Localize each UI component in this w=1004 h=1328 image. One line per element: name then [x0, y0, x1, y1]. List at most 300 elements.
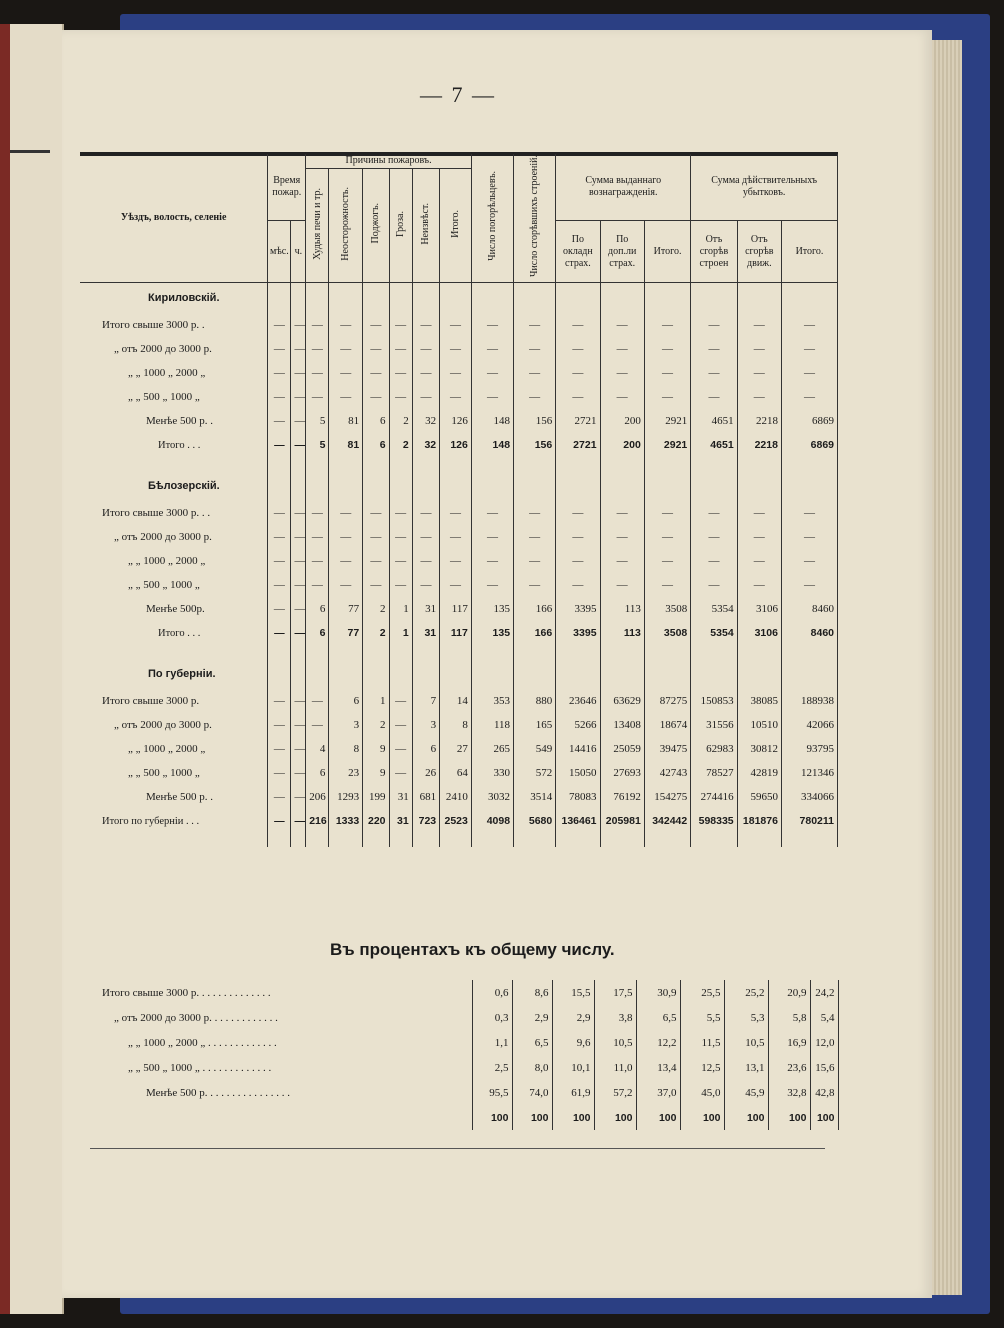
table-cell: 5354 — [691, 597, 737, 621]
table-cell: — — [389, 501, 412, 525]
table-cell: — — [291, 385, 306, 409]
row-label: „ отъ 2000 до 3000 р. — [80, 525, 268, 549]
table-row — [80, 597, 838, 621]
table-cell: — — [471, 313, 513, 337]
table-cell: — — [291, 785, 306, 809]
table-cell: — — [412, 385, 439, 409]
table-cell: 2 — [363, 713, 389, 737]
table-cell: — — [471, 337, 513, 361]
table-cell — [291, 833, 306, 847]
table-cell — [471, 471, 513, 501]
row-label: „ „ 500 „ 1000 „ — [80, 761, 268, 785]
table-cell: — — [268, 501, 291, 525]
table-cell: 42066 — [781, 713, 837, 737]
table-cell — [737, 645, 781, 659]
table-row — [80, 761, 838, 785]
table-cell: 1 — [363, 689, 389, 713]
table-cell — [781, 833, 837, 847]
table-cell: 126 — [440, 433, 472, 457]
table-cell: 15,6 — [810, 1055, 838, 1080]
table-row — [80, 573, 838, 597]
table-cell: 9 — [363, 737, 389, 761]
table-row — [80, 409, 838, 433]
table-row — [80, 385, 838, 409]
table-cell: 2921 — [644, 409, 690, 433]
table-cell — [514, 283, 556, 314]
table-cell: 4 — [306, 737, 329, 761]
table-cell: 100 — [512, 1105, 552, 1130]
table-total-row — [80, 433, 838, 457]
table-cell: — — [389, 689, 412, 713]
table-cell: — — [291, 573, 306, 597]
table-cell: — — [644, 501, 690, 525]
table-cell: — — [306, 573, 329, 597]
table-cell: 5354 — [691, 621, 737, 645]
section-header-row — [80, 659, 838, 689]
table-cell: — — [737, 337, 781, 361]
table-cell — [306, 283, 329, 314]
table-cell — [737, 283, 781, 314]
table-cell: 342442 — [644, 809, 690, 833]
percent-table — [80, 980, 838, 1130]
table-cell: 32 — [412, 409, 439, 433]
table-cell: 100 — [552, 1105, 594, 1130]
table-cell: — — [440, 361, 472, 385]
table-cell: — — [440, 501, 472, 525]
table-cell: — — [268, 525, 291, 549]
table-cell: 572 — [514, 761, 556, 785]
table-cell: 10510 — [737, 713, 781, 737]
table-cell: 3395 — [556, 621, 600, 645]
table-cell: 2,9 — [512, 1005, 552, 1030]
row-label: „ отъ 2000 до 3000 р. . . . . . . . . . . . . — [80, 1005, 472, 1030]
table-cell: — — [737, 525, 781, 549]
table-cell — [306, 457, 329, 471]
table-cell: — — [781, 361, 837, 385]
table-cell: 38085 — [737, 689, 781, 713]
table-cell: — — [514, 313, 556, 337]
table-cell: 205981 — [600, 809, 644, 833]
table-cell — [412, 457, 439, 471]
table-cell: — — [514, 385, 556, 409]
table-cell: 5266 — [556, 713, 600, 737]
table-cell: 74,0 — [512, 1080, 552, 1105]
table-cell: 121346 — [781, 761, 837, 785]
table-cell: 220 — [363, 809, 389, 833]
table-cell — [471, 833, 513, 847]
table-cell: 2 — [389, 433, 412, 457]
table-row — [80, 525, 838, 549]
table-cell: — — [556, 361, 600, 385]
table-cell: 2,5 — [472, 1055, 512, 1080]
table-cell: — — [412, 573, 439, 597]
table-cell: 8 — [440, 713, 472, 737]
table-cell: 2 — [363, 621, 389, 645]
table-cell: — — [644, 573, 690, 597]
table-cell — [329, 645, 363, 659]
table-cell: 200 — [600, 409, 644, 433]
table-cell: 78527 — [691, 761, 737, 785]
row-label: Итого свыше 3000 р. . — [80, 313, 268, 337]
table-cell: — — [440, 525, 472, 549]
table-cell: 136461 — [556, 809, 600, 833]
table-cell: 31 — [412, 597, 439, 621]
table-cell: — — [291, 361, 306, 385]
table-row — [80, 1055, 838, 1080]
header-payout-salary: По окладн страх. — [556, 221, 600, 283]
table-cell — [600, 659, 644, 689]
table-cell — [556, 471, 600, 501]
table-cell: 6 — [363, 433, 389, 457]
table-cell: 11,5 — [680, 1030, 724, 1055]
table-cell: — — [291, 409, 306, 433]
table-cell: 13408 — [600, 713, 644, 737]
table-cell: 12,2 — [636, 1030, 680, 1055]
table-cell: — — [600, 525, 644, 549]
table-cell: 2218 — [737, 409, 781, 433]
table-cell: 3508 — [644, 597, 690, 621]
table-cell — [691, 645, 737, 659]
table-cell: — — [514, 361, 556, 385]
table-cell: 118 — [471, 713, 513, 737]
percent-table-body — [80, 980, 838, 1130]
table-cell: 23646 — [556, 689, 600, 713]
table-cell — [471, 645, 513, 659]
table-cell: 31556 — [691, 713, 737, 737]
header-time: Время пожар. — [268, 154, 306, 221]
table-cell: 24,2 — [810, 980, 838, 1005]
table-cell: 148 — [471, 433, 513, 457]
table-cell: — — [389, 737, 412, 761]
table-cell: — — [389, 385, 412, 409]
table-cell: — — [363, 337, 389, 361]
table-cell: 148 — [471, 409, 513, 433]
table-cell: 265 — [471, 737, 513, 761]
header-cause-careless: Неосторожность. — [329, 169, 363, 283]
table-cell: — — [781, 573, 837, 597]
table-cell: — — [514, 573, 556, 597]
table-cell: — — [268, 785, 291, 809]
table-cell: 166 — [514, 621, 556, 645]
table-cell: 23 — [329, 761, 363, 785]
table-cell — [80, 457, 268, 471]
table-cell — [291, 457, 306, 471]
table-cell: 117 — [440, 597, 472, 621]
table-cell: — — [389, 525, 412, 549]
table-cell: — — [737, 313, 781, 337]
table-cell: — — [471, 361, 513, 385]
table-cell: 100 — [472, 1105, 512, 1130]
table-cell: 39475 — [644, 737, 690, 761]
table-cell — [440, 283, 472, 314]
table-cell — [600, 283, 644, 314]
table-cell — [781, 659, 837, 689]
table-cell — [644, 645, 690, 659]
table-cell: — — [471, 549, 513, 573]
table-cell: — — [291, 713, 306, 737]
header-losses: Сумма дѣйствительныхъ убытковъ. — [691, 154, 838, 221]
header-cause-stoves: Худыя печи и тр. — [306, 169, 329, 283]
table-cell: — — [556, 313, 600, 337]
table-cell: 76192 — [600, 785, 644, 809]
table-cell: — — [306, 337, 329, 361]
table-cell: 18674 — [644, 713, 690, 737]
table-cell: — — [514, 525, 556, 549]
table-cell: 62983 — [691, 737, 737, 761]
table-cell — [644, 457, 690, 471]
table-cell: — — [514, 337, 556, 361]
table-cell: — — [306, 549, 329, 573]
table-cell: — — [644, 385, 690, 409]
row-label: Итого . . . — [80, 621, 268, 645]
table-cell: — — [268, 313, 291, 337]
table-cell: — — [268, 337, 291, 361]
table-cell — [737, 471, 781, 501]
table-cell: — — [306, 313, 329, 337]
table-cell: — — [291, 549, 306, 573]
table-row — [80, 1030, 838, 1055]
table-cell — [440, 645, 472, 659]
table-cell: — — [556, 501, 600, 525]
table-cell: 1,1 — [472, 1030, 512, 1055]
table-cell — [600, 471, 644, 501]
table-cell: 14 — [440, 689, 472, 713]
row-label: Итого по губерніи . . . — [80, 809, 268, 833]
table-cell: — — [471, 501, 513, 525]
table-cell: — — [600, 337, 644, 361]
table-cell: 6 — [412, 737, 439, 761]
table-cell: 27693 — [600, 761, 644, 785]
table-cell: 27 — [440, 737, 472, 761]
table-cell — [389, 833, 412, 847]
table-cell — [268, 833, 291, 847]
table-cell: 8460 — [781, 621, 837, 645]
table-cell — [556, 833, 600, 847]
table-cell: — — [644, 313, 690, 337]
table-cell — [291, 659, 306, 689]
table-cell: — — [389, 361, 412, 385]
table-cell: — — [268, 597, 291, 621]
table-cell: 1333 — [329, 809, 363, 833]
table-cell: — — [291, 525, 306, 549]
table-cell: 16,9 — [768, 1030, 810, 1055]
table-cell: — — [691, 313, 737, 337]
table-cell: 12,0 — [810, 1030, 838, 1055]
table-cell — [644, 283, 690, 314]
table-cell: 95,5 — [472, 1080, 512, 1105]
table-row — [80, 980, 838, 1005]
table-cell: 3032 — [471, 785, 513, 809]
table-cell: 64 — [440, 761, 472, 785]
table-cell: 32,8 — [768, 1080, 810, 1105]
table-cell: — — [600, 573, 644, 597]
table-cell — [329, 659, 363, 689]
table-cell: — — [412, 525, 439, 549]
table-cell: — — [691, 385, 737, 409]
table-cell: — — [329, 385, 363, 409]
table-cell: — — [363, 385, 389, 409]
table-cell: 78083 — [556, 785, 600, 809]
table-cell — [80, 645, 268, 659]
row-label: Менѣе 500р. — [80, 597, 268, 621]
table-cell: — — [363, 573, 389, 597]
table-cell: 117 — [440, 621, 472, 645]
table-cell: 154275 — [644, 785, 690, 809]
table-cell: — — [268, 549, 291, 573]
table-cell: 2,9 — [552, 1005, 594, 1030]
table-cell: — — [556, 549, 600, 573]
table-cell: 0,3 — [472, 1005, 512, 1030]
table-cell — [781, 645, 837, 659]
table-cell: 3106 — [737, 597, 781, 621]
table-cell: 4651 — [691, 409, 737, 433]
table-cell: 59650 — [737, 785, 781, 809]
table-cell — [691, 457, 737, 471]
table-cell: 6 — [306, 761, 329, 785]
table-cell: 25,5 — [680, 980, 724, 1005]
table-cell — [600, 833, 644, 847]
table-cell: — — [363, 525, 389, 549]
table-cell — [514, 659, 556, 689]
table-cell — [691, 833, 737, 847]
table-cell: 200 — [600, 433, 644, 457]
table-cell: 5 — [306, 433, 329, 457]
table-cell: — — [412, 549, 439, 573]
table-cell: 11,0 — [594, 1055, 636, 1080]
header-victims: Число погорѣльцевъ. — [471, 154, 513, 283]
table-cell: — — [691, 361, 737, 385]
table-cell: — — [412, 337, 439, 361]
table-body — [80, 283, 838, 848]
row-label: Менѣе 500 р. . . . . . . . . . . . . . . . — [80, 1080, 472, 1105]
table-cell: 3106 — [737, 621, 781, 645]
row-label: „ „ 1000 „ 2000 „ . . . . . . . . . . . . . — [80, 1030, 472, 1055]
table-cell: — — [737, 573, 781, 597]
table-cell: 156 — [514, 433, 556, 457]
table-cell: 100 — [594, 1105, 636, 1130]
table-cell: 334066 — [781, 785, 837, 809]
table-cell — [363, 471, 389, 501]
table-cell: 42743 — [644, 761, 690, 785]
table-cell: 77 — [329, 597, 363, 621]
table-cell: 4098 — [471, 809, 513, 833]
table-cell: 9 — [363, 761, 389, 785]
table-cell: — — [691, 337, 737, 361]
table-row — [80, 737, 838, 761]
table-cell: 3,8 — [594, 1005, 636, 1030]
table-cell: — — [600, 385, 644, 409]
table-cell: — — [600, 501, 644, 525]
table-cell: — — [306, 385, 329, 409]
table-cell: — — [471, 525, 513, 549]
table-cell: — — [363, 501, 389, 525]
table-cell — [329, 833, 363, 847]
table-cell: 31 — [412, 621, 439, 645]
table-cell — [268, 471, 291, 501]
row-label: Итого свыше 3000 р. . . — [80, 501, 268, 525]
left-page-edge — [0, 24, 10, 1314]
table-row — [80, 313, 838, 337]
table-cell — [306, 833, 329, 847]
table-cell: — — [644, 525, 690, 549]
page-number: — 7 — — [420, 82, 496, 107]
table-cell — [389, 457, 412, 471]
table-cell — [691, 283, 737, 314]
table-cell: — — [268, 573, 291, 597]
table-cell: 3508 — [644, 621, 690, 645]
table-cell: 25059 — [600, 737, 644, 761]
table-cell: 23,6 — [768, 1055, 810, 1080]
row-label: „ отъ 2000 до 3000 р. — [80, 337, 268, 361]
table-cell: 6869 — [781, 409, 837, 433]
table-cell: — — [412, 361, 439, 385]
row-label: „ „ 1000 „ 2000 „ — [80, 361, 268, 385]
table-cell: 166 — [514, 597, 556, 621]
table-cell — [363, 645, 389, 659]
table-cell: — — [389, 573, 412, 597]
fire-statistics-table — [80, 154, 838, 847]
table-cell: 57,2 — [594, 1080, 636, 1105]
table-cell — [363, 283, 389, 314]
table-cell: 31 — [389, 785, 412, 809]
table-cell: — — [781, 385, 837, 409]
table-cell: — — [691, 501, 737, 525]
table-cell: 880 — [514, 689, 556, 713]
table-cell: 14416 — [556, 737, 600, 761]
table-cell: 5,8 — [768, 1005, 810, 1030]
table-cell: 2 — [363, 597, 389, 621]
spacer-row — [80, 645, 838, 659]
table-cell: — — [691, 573, 737, 597]
section-title: По губерніи. — [80, 659, 268, 689]
table-cell: — — [644, 337, 690, 361]
table-cell: 8460 — [781, 597, 837, 621]
header-cause-total: Итого. — [440, 169, 472, 283]
table-cell: — — [440, 385, 472, 409]
table-cell: — — [600, 361, 644, 385]
table-cell: — — [781, 549, 837, 573]
table-cell — [363, 833, 389, 847]
table-cell: 135 — [471, 621, 513, 645]
table-cell: — — [389, 337, 412, 361]
table-cell: 8,0 — [512, 1055, 552, 1080]
header-loss-movable: Отъ сгорѣв движ. — [737, 221, 781, 283]
table-cell — [440, 471, 472, 501]
table-cell: — — [268, 761, 291, 785]
table-cell — [412, 659, 439, 689]
table-cell: 6,5 — [512, 1030, 552, 1055]
row-label: „ отъ 2000 до 3000 р. — [80, 713, 268, 737]
table-cell: 17,5 — [594, 980, 636, 1005]
table-cell: 10,5 — [594, 1030, 636, 1055]
page-edges — [932, 40, 962, 1295]
table-cell: — — [600, 313, 644, 337]
table-cell — [329, 471, 363, 501]
table-row — [80, 361, 838, 385]
table-cell: — — [329, 361, 363, 385]
table-cell: 15050 — [556, 761, 600, 785]
table-row — [80, 785, 838, 809]
table-cell — [471, 283, 513, 314]
row-label: „ „ 500 „ 1000 „ . . . . . . . . . . . . . — [80, 1055, 472, 1080]
table-cell: 3 — [329, 713, 363, 737]
table-cell: 723 — [412, 809, 439, 833]
row-label: „ „ 500 „ 1000 „ — [80, 573, 268, 597]
table-cell — [781, 457, 837, 471]
table-cell: 100 — [680, 1105, 724, 1130]
table-cell — [412, 471, 439, 501]
row-label: „ „ 500 „ 1000 „ — [80, 385, 268, 409]
